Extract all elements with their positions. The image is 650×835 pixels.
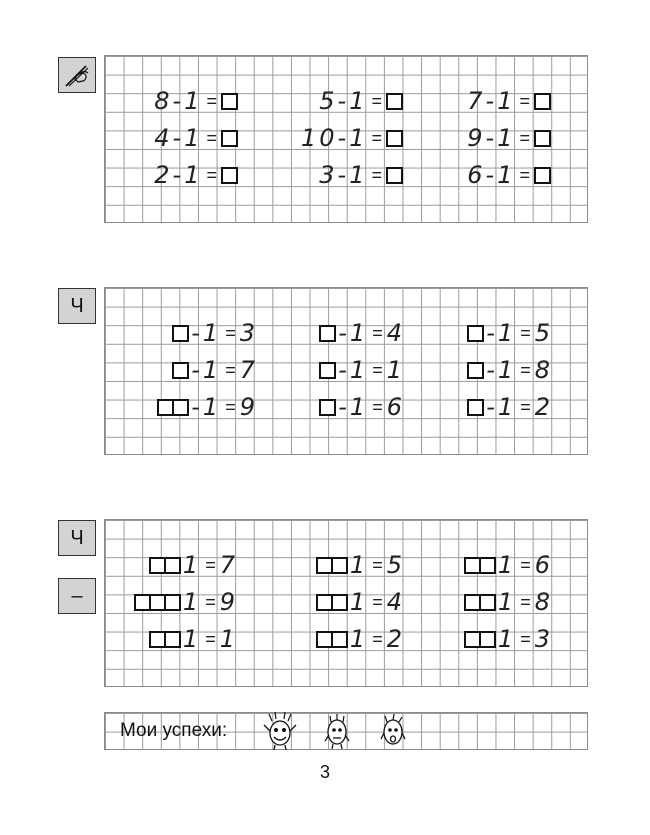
- unknown-boxes-cell[interactable]: [331, 631, 348, 648]
- result: 9: [239, 393, 258, 421]
- minus-sign: -: [172, 124, 185, 152]
- result: 8: [534, 356, 553, 384]
- success-label: Мои успехи:: [120, 720, 228, 741]
- equals-sign: =: [519, 127, 530, 148]
- result: 4: [386, 319, 405, 347]
- minus-sign: -: [338, 393, 350, 421]
- operand: 1: [349, 551, 369, 579]
- equals-sign: =: [372, 322, 383, 343]
- equals-sign: =: [205, 591, 216, 612]
- minus-sign: -: [172, 87, 185, 115]
- unknown-box: [467, 362, 484, 379]
- unknown-boxes-cell[interactable]: [164, 557, 181, 574]
- subtrahend: 1: [497, 356, 517, 384]
- unknown-box: [157, 399, 189, 416]
- unknown-box: [319, 362, 336, 379]
- subtrahend: 1: [202, 393, 222, 421]
- answer-box[interactable]: [386, 130, 403, 147]
- result: 1: [386, 356, 405, 384]
- minus-sign: -: [191, 393, 203, 421]
- subtrahend: 1: [184, 161, 203, 189]
- answer-box[interactable]: [386, 93, 403, 110]
- subtrahend: 1: [202, 319, 222, 347]
- equals-sign: =: [206, 127, 217, 148]
- unknown-boxes: [149, 631, 181, 648]
- task3-label-ch: Ч: [70, 526, 84, 549]
- unknown-boxes-cell[interactable]: [331, 594, 348, 611]
- equals-sign: =: [519, 90, 530, 111]
- subtrahend: 1: [497, 124, 516, 152]
- task3-equation: [149, 624, 238, 654]
- equals-sign: =: [371, 127, 382, 148]
- unknown-boxes: [464, 631, 496, 648]
- operand: 1: [349, 625, 369, 653]
- minus-sign: -: [485, 87, 498, 115]
- minus-sign: -: [338, 319, 350, 347]
- task2-equation: [467, 355, 553, 385]
- subtrahend: 1: [349, 393, 369, 421]
- operand: 1: [497, 588, 517, 616]
- equals-sign: =: [371, 90, 382, 111]
- sad-face-icon: [378, 711, 408, 751]
- task3-equation: [316, 587, 405, 617]
- task1-equation: [154, 123, 238, 153]
- answer-box[interactable]: [534, 93, 551, 110]
- result: 7: [239, 356, 258, 384]
- task1-equation: [301, 123, 403, 153]
- result: 3: [239, 319, 258, 347]
- minuend: 9: [467, 124, 486, 152]
- unknown-boxes: [464, 557, 496, 574]
- minuend: 7: [467, 87, 486, 115]
- minus-sign: -: [191, 319, 203, 347]
- subtrahend: 1: [184, 87, 203, 115]
- unknown-box-cell[interactable]: [319, 362, 336, 379]
- task3-equation: [316, 624, 405, 654]
- task3-equation: [464, 550, 553, 580]
- minus-sign: -: [172, 161, 185, 189]
- task2-equation: [172, 318, 258, 348]
- minus-sign: -: [486, 319, 498, 347]
- subtrahend: 1: [202, 356, 222, 384]
- result: 6: [386, 393, 405, 421]
- unknown-boxes-cell[interactable]: [479, 631, 496, 648]
- result: 2: [534, 393, 553, 421]
- task1-equation: [154, 160, 238, 190]
- result: 8: [534, 588, 553, 616]
- unknown-box: [319, 325, 336, 342]
- unknown-boxes: [149, 557, 181, 574]
- pencil-hand-icon: [58, 57, 96, 93]
- task1-equation: [154, 86, 238, 116]
- operand: 1: [497, 625, 517, 653]
- equals-sign: =: [519, 164, 530, 185]
- unknown-boxes: [134, 594, 181, 611]
- equals-sign: =: [372, 554, 383, 575]
- subtrahend: 1: [349, 87, 368, 115]
- operand: 1: [182, 588, 202, 616]
- unknown-boxes: [316, 557, 348, 574]
- operand: 1: [349, 588, 369, 616]
- subtrahend: 1: [349, 124, 368, 152]
- task3-equation: [134, 587, 238, 617]
- operand: 1: [182, 625, 202, 653]
- task2-label-box: [58, 288, 96, 324]
- equals-sign: =: [372, 591, 383, 612]
- equals-sign: =: [206, 164, 217, 185]
- equals-sign: =: [206, 90, 217, 111]
- minus-sign: -: [486, 393, 498, 421]
- task2-equation: [172, 355, 258, 385]
- equals-sign: =: [372, 628, 383, 649]
- task2-equation: [467, 392, 553, 422]
- equals-sign: =: [372, 396, 383, 417]
- equals-sign: =: [520, 396, 531, 417]
- answer-box[interactable]: [386, 167, 403, 184]
- equals-sign: =: [225, 359, 236, 380]
- unknown-box-cell[interactable]: [467, 399, 484, 416]
- operand: 1: [182, 551, 202, 579]
- answer-box[interactable]: [534, 167, 551, 184]
- subtrahend: 1: [497, 393, 517, 421]
- task2-equation: [319, 392, 405, 422]
- task2-equation: [319, 318, 405, 348]
- minus-sign: -: [337, 87, 350, 115]
- minus-sign: -: [337, 161, 350, 189]
- minus-sign: -: [337, 124, 350, 152]
- unknown-box: [319, 399, 336, 416]
- unknown-box-cell[interactable]: [172, 399, 189, 416]
- minuend: 10: [300, 124, 338, 152]
- result: 2: [386, 625, 405, 653]
- unknown-box-cell[interactable]: [467, 325, 484, 342]
- result: 1: [219, 625, 238, 653]
- minus-sign: -: [338, 356, 350, 384]
- subtrahend: 1: [497, 161, 516, 189]
- unknown-box-cell[interactable]: [319, 325, 336, 342]
- answer-box[interactable]: [221, 167, 238, 184]
- task2-equation: [467, 318, 553, 348]
- subtrahend: 1: [497, 87, 516, 115]
- equals-sign: =: [520, 591, 531, 612]
- result: 7: [219, 551, 238, 579]
- result: 9: [219, 588, 238, 616]
- minus-sign: -: [191, 356, 203, 384]
- unknown-boxes-cell[interactable]: [164, 594, 181, 611]
- equals-sign: =: [205, 554, 216, 575]
- unknown-box-cell[interactable]: [172, 362, 189, 379]
- minuend: 5: [319, 87, 338, 115]
- unknown-boxes: [464, 594, 496, 611]
- minuend: 2: [154, 161, 173, 189]
- minuend: 4: [154, 124, 173, 152]
- result: 4: [386, 588, 405, 616]
- minus-sign: -: [485, 161, 498, 189]
- subtrahend: 1: [349, 319, 369, 347]
- equals-sign: =: [520, 322, 531, 343]
- equals-sign: =: [371, 164, 382, 185]
- answer-box[interactable]: [534, 130, 551, 147]
- happy-face-icon: [262, 711, 298, 751]
- subtrahend: 1: [497, 319, 517, 347]
- equals-sign: =: [225, 396, 236, 417]
- task3-label-box-1: [58, 520, 96, 556]
- minus-sign: -: [486, 356, 498, 384]
- minus-sign: -: [485, 124, 498, 152]
- task2-equation: [157, 392, 258, 422]
- equals-sign: =: [520, 359, 531, 380]
- result: 3: [534, 625, 553, 653]
- equals-sign: =: [225, 322, 236, 343]
- equals-sign: =: [520, 628, 531, 649]
- unknown-box: [172, 362, 189, 379]
- task3-label-minus: –: [71, 584, 83, 607]
- unknown-boxes-cell[interactable]: [479, 594, 496, 611]
- task3-equation: [464, 587, 553, 617]
- neutral-face-icon: [322, 711, 352, 751]
- unknown-boxes: [316, 594, 348, 611]
- subtrahend: 1: [184, 124, 203, 152]
- task3-label-box-2: [58, 578, 96, 614]
- task2-label: Ч: [70, 294, 84, 317]
- equals-sign: =: [205, 628, 216, 649]
- operand: 1: [497, 551, 517, 579]
- minuend: 3: [319, 161, 338, 189]
- result: 5: [534, 319, 553, 347]
- page-number: 3: [319, 762, 330, 782]
- unknown-box-cell[interactable]: [172, 325, 189, 342]
- equals-sign: =: [372, 359, 383, 380]
- unknown-box-cell[interactable]: [467, 362, 484, 379]
- answer-box[interactable]: [221, 130, 238, 147]
- minuend: 8: [154, 87, 173, 115]
- unknown-boxes-cell[interactable]: [331, 557, 348, 574]
- task1-equation: [319, 160, 403, 190]
- task1-equation: [467, 160, 551, 190]
- unknown-box: [467, 399, 484, 416]
- task1-equation: [467, 123, 551, 153]
- task1-equation: [467, 86, 551, 116]
- task3-equation: [316, 550, 405, 580]
- answer-box[interactable]: [221, 93, 238, 110]
- subtrahend: 1: [349, 356, 369, 384]
- unknown-box: [467, 325, 484, 342]
- result: 5: [386, 551, 405, 579]
- equals-sign: =: [520, 554, 531, 575]
- task3-equation: [464, 624, 553, 654]
- unknown-boxes-cell[interactable]: [479, 557, 496, 574]
- unknown-boxes-cell[interactable]: [164, 631, 181, 648]
- task2-equation: [319, 355, 405, 385]
- unknown-box-cell[interactable]: [319, 399, 336, 416]
- result: 6: [534, 551, 553, 579]
- unknown-box: [172, 325, 189, 342]
- task3-equation: [149, 550, 238, 580]
- minuend: 6: [467, 161, 486, 189]
- subtrahend: 1: [349, 161, 368, 189]
- task1-equation: [319, 86, 403, 116]
- unknown-boxes: [316, 631, 348, 648]
